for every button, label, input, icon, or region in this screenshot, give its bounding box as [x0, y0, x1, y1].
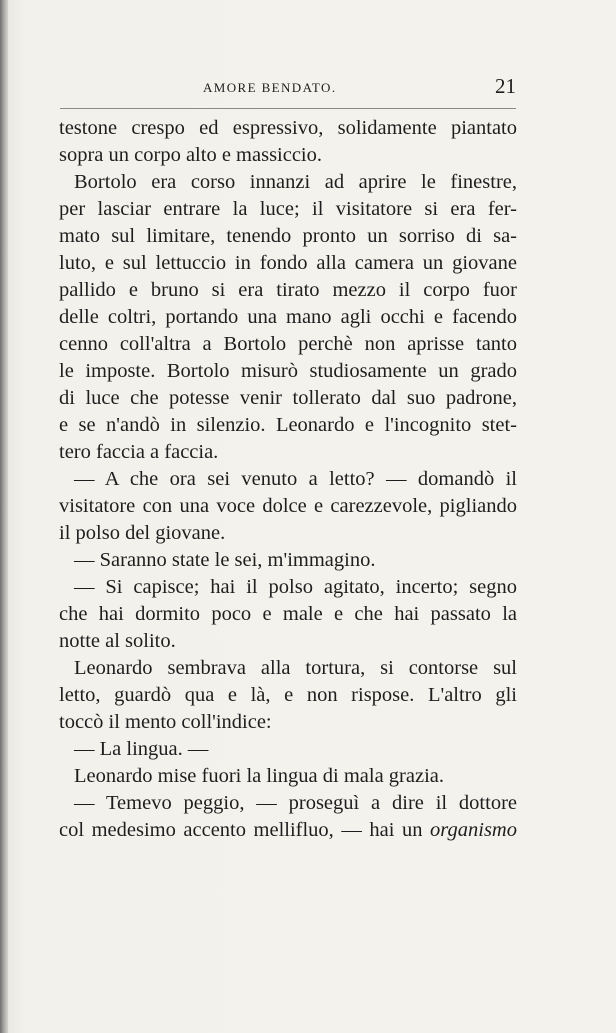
text-line: luto, e sul lettuccio in fondo alla camera un giovane [59, 252, 517, 274]
text-line: letto, guardò qua e là, e non rispose. L'altro gli [59, 684, 517, 706]
page-number: 21 [495, 74, 516, 98]
text-line [59, 817, 517, 844]
text-line: tero faccia a faccia. [59, 441, 219, 463]
text-line: — Saranno state le sei, m'immagino. [74, 549, 376, 571]
text-line: Leonardo mise fuori la lingua di mala grazia. [74, 765, 445, 787]
text-line: testone crespo ed espressivo, solidamente piantato [59, 117, 517, 139]
text-line: toccò il mento coll'indice: [59, 711, 272, 733]
text-line-roman: col medesimo accento mellifluo, — hai un [59, 819, 423, 841]
text-line: per lasciar entrare la luce; il visitatore si era fer- [59, 198, 517, 220]
body-text [59, 115, 517, 844]
text-line: e se n'andò in silenzio. Leonardo e l'incognito stet- [59, 414, 517, 436]
text-line: di luce che potesse venir tollerato dal suo padrone, [59, 387, 517, 409]
header-rule [60, 108, 516, 109]
text-line: — Si capisce; hai il polso agitato, incerto; segno [74, 576, 517, 598]
text-line: visitatore con una voce dolce e carezzevole, pigliando [59, 495, 517, 517]
text-line: cenno coll'altra a Bortolo perchè non aprisse tanto [59, 333, 517, 355]
page-spine-shadow [0, 0, 8, 1033]
text-line: Leonardo sembrava alla tortura, si contorse sul [74, 657, 517, 679]
text-line: Bortolo era corso innanzi ad aprire le finestre, [74, 171, 517, 193]
italic-word: organismo [430, 819, 517, 841]
page-header [60, 74, 516, 102]
text-line: che hai dormito poco e male e che hai passato la [59, 603, 517, 625]
text-line: — La lingua. — [74, 738, 209, 760]
text-line: pallido e bruno si era tirato mezzo il corpo fuor [59, 279, 517, 301]
text-line: — A che ora sei venuto a letto? — domandò il [74, 468, 517, 490]
text-line: sopra un corpo alto e massiccio. [59, 144, 323, 166]
text-line: il polso del giovane. [59, 522, 226, 544]
text-line: le imposte. Bortolo misurò studiosamente un grado [59, 360, 517, 382]
running-title: AMORE BENDATO. [203, 80, 337, 95]
text-line: notte al solito. [59, 630, 176, 652]
text-line: mato sul limitare, tenendo pronto un sorriso di sa- [59, 225, 517, 247]
text-line: — Temevo peggio, — proseguì a dire il dottore [74, 792, 517, 814]
text-line: delle coltri, portando una mano agli occhi e facendo [59, 306, 517, 328]
